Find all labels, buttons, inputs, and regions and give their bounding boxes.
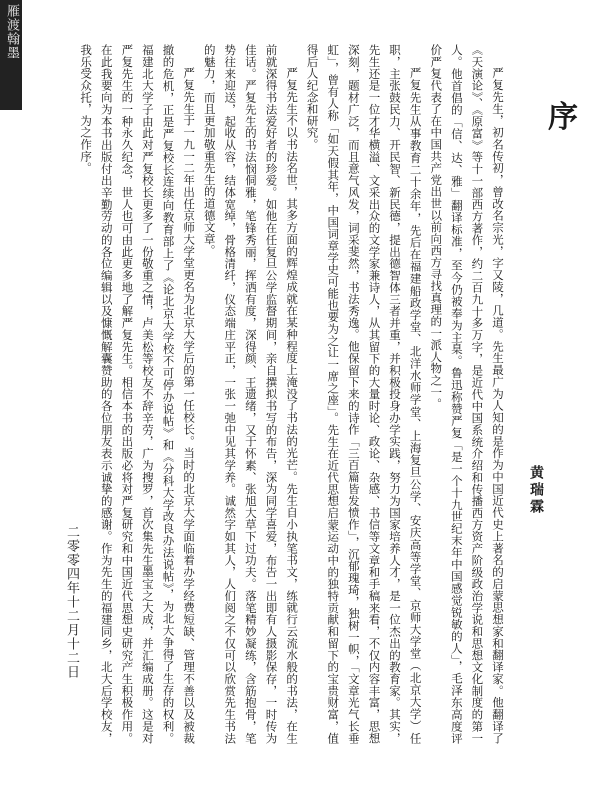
author-signature: 黄瑞霖 [528,465,544,516]
page-title: 序 [548,100,578,135]
paragraph-1: 严复先生，初名传初，曾改名宗光，字又陵，几道。先生最广为人知的是作为中国近代史上著名的启蒙思想家和翻译家。他翻译了《天演论》、《原富》等十一部西方著作，约二百九十多万字，是近代中国系统介绍和传播西方资产阶级政治学说和思想文化制度的第一人。他首倡的「信、达、雅」翻译标准，至今仍被奉为主臬。鲁迅称赞严复「是一个十九世纪末年中国感觉锐敏的人」，毛泽东高度评价严复代表了在中国共产党出世以前向西方寻找真理的一派人物之一。 [429,44,505,744]
header-tab [0,0,22,110]
preface-body [78,44,508,744]
header-tab-text: 雁渡翰墨 [4,4,19,60]
signature-date: 二零零四年十二月十二日 [64,525,79,679]
paragraph-4: 严复先生于一九一二年出任京师大学堂更名为北京大学后的第一任校长。当时的北京大学面临着办学经费短缺、管理不善以及被裁撤的危机，正是严复校长连续向教育部上了《论北京大学校不可停办说帖》和《分科大学改良办法说帖》，为北大争得了生存的权利。福建北大学子由此对严复校长更多了一份敬重之情，卢美松等校友不辞辛劳，广为搜罗，首次集先生墨宝之大成，并汇编成册。这是对严复先生的一种永久纪念，世人也可由此更多地了解严复先生。相信本书的出版必将对严复研究和中国近代思想史研究产生积极作用。在此我要向为本书出版付出辛勤劳动的各位编辑以及慷慨解囊赞助的各位朋友表示诚挚的感谢。作为先生的福建同乡，北大后学校友，我乐受众托，为之作序。 [79,44,197,744]
paragraph-3: 严复先生不以书法名世，其多方面的辉煌成就在某种程度上淹没了书法的光芒。先生自小执笔书文，练就行云流水般的书法，在生前就深得书法爱好者的珍爱。如他在任复旦公学监督期间，亲自撰拟书写的布告，深为同学喜爱，布告一出即有人摄影保存，一时传为佳话。严复先生的书法悯侗雅，笔锋秀丽，挥洒有度，深得颜、王遗绪，又于怀素、张旭大草下过功夫。落笔精妙凝练，含筋抱骨，笔势往来迎送，起收从容，结体宽绰，骨格清纤，仪态端庄平正，一张一弛中见其学养。诚然字如其人，人们阅之不仅可以欣赏先生书法的魅力，而且更加敬重先生的道德文章。 [202,44,300,744]
paragraph-2: 严复先生从事教育二十余年，先后在福建船政学堂、北洋水师学堂、上海复旦公学、安庆高等学堂、京师大学堂（北京大学）任职，主张鼓民力、开民智、新民德，提出德智体三者并重，并积极投身办学实践，努力为国家培养人才，是一位杰出的教育家。其实，先生还是一位才华横溢、文采出众的文学家兼诗人，从其留下的大量时论、政论、杂感、书信等文章和手稿来看，不仅内容丰富，思想深刻，题材广泛，而且意气风发，词采斐然，书法秀逸。他保留下来的诗作「三百篇皆发愤作」，沉郁瑰琦，独树一帜，「文章光气长垂虹」，曾有人称「如天假其年，中国词章学史可能也要为之让一席之座」。先生在近代思想启蒙运动中的独特贡献和留下的宝贵财富，值得后人纪念和研究。 [305,44,423,744]
